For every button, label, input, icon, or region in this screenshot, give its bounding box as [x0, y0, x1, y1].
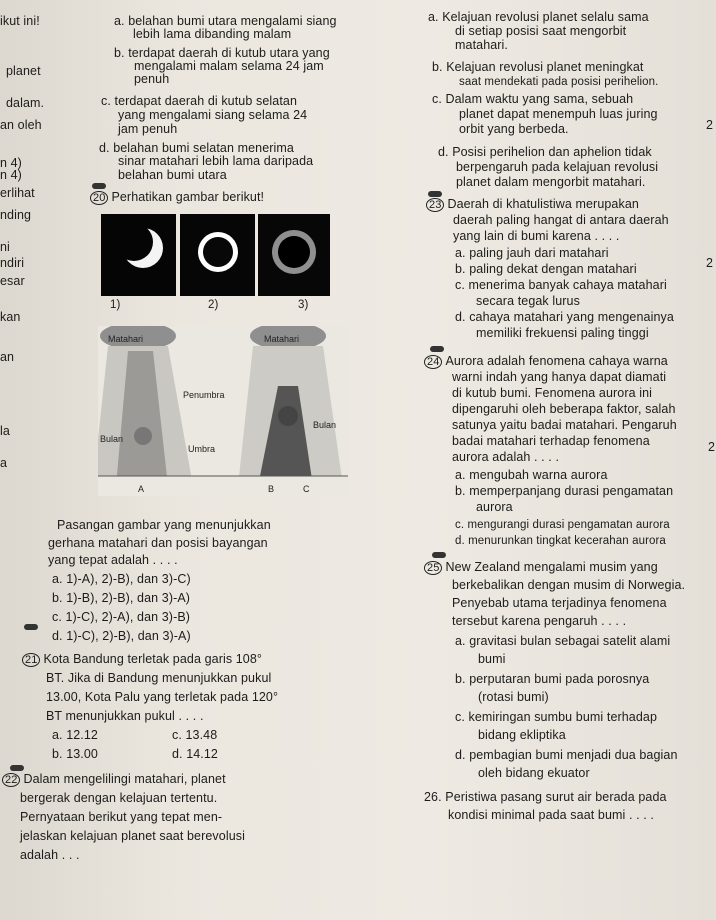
question-text: Penyebab utama terjadinya fenomena: [452, 596, 667, 610]
fragment: planet: [6, 64, 41, 78]
option-b[interactable]: b. paling dekat dengan matahari: [455, 262, 637, 276]
option-a[interactable]: a. paling jauh dari matahari: [455, 246, 609, 260]
option-text: berpengaruh pada kelajuan revolusi: [456, 160, 659, 174]
option-text: planet dalam mengorbit matahari.: [456, 175, 646, 189]
question-text: di kutub bumi. Fenomena aurora ini: [452, 386, 653, 400]
option-d[interactable]: d. Posisi perihelion dan aphelion tidak: [438, 145, 652, 159]
option-text: planet dapat menempuh luas juring: [459, 107, 658, 121]
question-text: New Zealand mengalami musim yang: [445, 560, 658, 574]
hots-badge: [430, 346, 444, 352]
label-sun-left: Matahari: [108, 334, 144, 344]
question-21: [22, 652, 262, 667]
option-d[interactable]: d. 1)-C), 2)-B), dan 3)-A): [52, 629, 191, 643]
option-a[interactable]: a. gravitasi bulan sebagai satelit alami: [455, 634, 671, 648]
question-text: Aurora adalah fenomena cahaya warna: [445, 354, 668, 368]
option-text: di setiap posisi saat mengorbit: [455, 24, 627, 38]
option-a[interactable]: a. 12.12: [52, 728, 98, 742]
option-d[interactable]: d. pembagian bumi menjadi dua bagian: [455, 748, 678, 762]
fragment: a: [0, 456, 8, 470]
option-text: sinar matahari lebih lama daripada: [118, 154, 314, 168]
label-bulan-left: Bulan: [100, 434, 124, 444]
label-penumbra: Penumbra: [183, 390, 225, 400]
option-c[interactable]: c. 13.48: [172, 728, 218, 742]
hots-badge: [92, 183, 106, 189]
option-text: mengalami malam selama 24 jam: [134, 59, 324, 73]
option-b[interactable]: b. perputaran bumi pada porosnya: [455, 672, 650, 686]
question-text: Peristiwa pasang surut air berada pada: [445, 790, 667, 804]
option-text: orbit yang berbeda.: [459, 122, 569, 136]
moon-right: [278, 406, 298, 426]
image-label: 2): [208, 299, 219, 311]
option-text: bumi: [478, 652, 506, 666]
question-text: kondisi minimal pada saat bumi . . . .: [448, 808, 654, 822]
option-text: aurora: [476, 500, 513, 514]
eclipse-photo-2: [180, 214, 255, 296]
fragment: erlihat: [0, 186, 35, 200]
question-text: dipengaruhi oleh beberapa faktor, salah: [452, 402, 676, 416]
question-text: aurora adalah . . . .: [452, 450, 560, 464]
question-number: 25: [424, 561, 442, 575]
option-text: b. terdapat daerah di kutub utara yang: [114, 46, 330, 60]
fragment: kan: [0, 310, 21, 324]
question-number: 24: [424, 355, 442, 369]
question-text: Pasangan gambar yang menunjukkan: [57, 518, 271, 532]
label-umbra: Umbra: [188, 444, 216, 454]
option-d[interactable]: d. 14.12: [172, 747, 218, 761]
eclipse-photo-3: [258, 214, 330, 296]
option-text: belahan bumi utara: [118, 168, 227, 182]
option-text: penuh: [134, 72, 170, 86]
question-text: BT menunjukkan pukul . . . .: [46, 709, 204, 723]
option-text: a. belahan bumi utara mengalami siang: [114, 14, 337, 28]
question-20-header: [90, 190, 264, 205]
option-text: memiliki frekuensi paling tinggi: [476, 326, 649, 340]
hots-badge: [10, 765, 24, 771]
fragment: dalam.: [6, 96, 45, 110]
option-text: jam penuh: [118, 122, 178, 136]
question-text: 13.00, Kota Palu yang terletak pada 120°: [46, 690, 279, 704]
option-c[interactable]: c. 1)-C), 2)-A), dan 3)-B): [52, 610, 191, 624]
option-text: saat mendekati pada posisi perihelion.: [459, 76, 659, 88]
question-text: yang lain di bumi karena . . . .: [453, 229, 620, 243]
label-sun-right: Matahari: [264, 334, 300, 344]
option-c[interactable]: c. Dalam waktu yang sama, sebuah: [432, 92, 634, 106]
question-text: BT. Jika di Bandung menunjukkan pukul: [46, 671, 272, 685]
question-text: Daerah di khatulistiwa merupakan: [447, 197, 639, 211]
option-d[interactable]: d. menurunkan tingkat kecerahan aurora: [455, 535, 666, 547]
option-text: c. terdapat daerah di kutub selatan: [101, 94, 297, 108]
question-text: satunya yaitu badai matahari. Pengaruh: [452, 418, 677, 432]
question-23: [426, 197, 639, 212]
fragment: an oleh: [0, 118, 42, 132]
label-a: A: [138, 484, 145, 494]
option-text: oleh bidang ekuator: [478, 766, 590, 780]
fragment: esar: [0, 274, 25, 288]
option-text: secara tegak lurus: [476, 294, 580, 308]
fragment: ikut ini!: [0, 14, 40, 28]
fragment: la: [0, 424, 10, 438]
question-number: 21: [22, 653, 40, 667]
fragment: 2: [706, 256, 714, 270]
option-c[interactable]: c. menerima banyak cahaya matahari: [455, 278, 667, 292]
question-prompt: Perhatikan gambar berikut!: [111, 190, 265, 204]
eclipse-photo-1: [101, 214, 176, 296]
fragment: n 4): [0, 168, 22, 182]
question-number: 23: [426, 198, 444, 212]
question-text: warni indah yang hanya dapat diamati: [452, 370, 667, 384]
question-text: adalah . . .: [20, 848, 80, 862]
question-text: Dalam mengelilingi matahari, planet: [23, 772, 226, 786]
question-text: jelaskan kelajuan planet saat berevolusi: [20, 829, 245, 843]
fragment: 2: [706, 118, 714, 132]
question-number: 22: [2, 773, 20, 787]
question-26: [424, 790, 667, 804]
question-text: badai matahari terhadap fenomena: [452, 434, 650, 448]
option-c[interactable]: c. mengurangi durasi pengamatan aurora: [455, 519, 670, 531]
question-text: bergerak dengan kelajuan tertentu.: [20, 791, 218, 805]
option-a[interactable]: a. 1)-A), 2)-B), dan 3)-C): [52, 572, 191, 586]
label-c: C: [303, 484, 310, 494]
question-text: berkebalikan dengan musim di Norwegia.: [452, 578, 686, 592]
label-bulan-right: Bulan: [313, 420, 337, 430]
moon-left: [134, 427, 152, 445]
fragment: nding: [0, 208, 32, 222]
option-b[interactable]: b. Kelajuan revolusi planet meningkat: [432, 60, 644, 74]
fragment: n 4): [0, 156, 22, 170]
option-b[interactable]: b. memperpanjang durasi pengamatan: [455, 484, 674, 498]
option-text: (rotasi bumi): [478, 690, 549, 704]
label-b: B: [268, 484, 275, 494]
image-label: 1): [110, 299, 121, 311]
option-d[interactable]: d. cahaya matahari yang mengenainya: [455, 310, 674, 324]
question-text: gerhana matahari dan posisi bayangan: [48, 536, 268, 550]
option-b[interactable]: b. 13.00: [52, 747, 98, 761]
fragment: an: [0, 350, 15, 364]
eclipse-shadow-diagram: [98, 326, 348, 496]
question-text: daerah paling hangat di antara daerah: [453, 213, 669, 227]
option-b[interactable]: b. 1)-B), 2)-B), dan 3)-A): [52, 591, 191, 605]
question-22: [2, 772, 226, 787]
question-text: Kota Bandung terletak pada garis 108°: [43, 652, 263, 666]
option-a[interactable]: a. mengubah warna aurora: [455, 468, 608, 482]
option-text: bidang ekliptika: [478, 728, 566, 742]
question-24: [424, 354, 668, 369]
fragment: ni: [0, 240, 10, 254]
question-25: [424, 560, 658, 575]
question-number: 26.: [424, 790, 442, 804]
question-number: 20: [90, 191, 108, 205]
question-text: Pernyataan berikut yang tepat men-: [20, 810, 223, 824]
question-text: yang tepat adalah . . . .: [48, 553, 178, 567]
fragment: 2: [708, 440, 716, 454]
fragment: ndiri: [0, 256, 25, 270]
hots-badge: [432, 552, 446, 558]
image-label: 3): [298, 299, 309, 311]
option-c[interactable]: c. kemiringan sumbu bumi terhadap: [455, 710, 658, 724]
option-a[interactable]: a. Kelajuan revolusi planet selalu sama: [428, 10, 649, 24]
question-text: tersebut karena pengaruh . . . .: [452, 614, 627, 628]
option-text: yang mengalami siang selama 24: [118, 108, 308, 122]
hots-badge: [24, 624, 38, 630]
option-text: lebih lama dibanding malam: [133, 27, 292, 41]
option-text: matahari.: [455, 38, 509, 52]
option-text: d. belahan bumi selatan menerima: [99, 141, 294, 155]
